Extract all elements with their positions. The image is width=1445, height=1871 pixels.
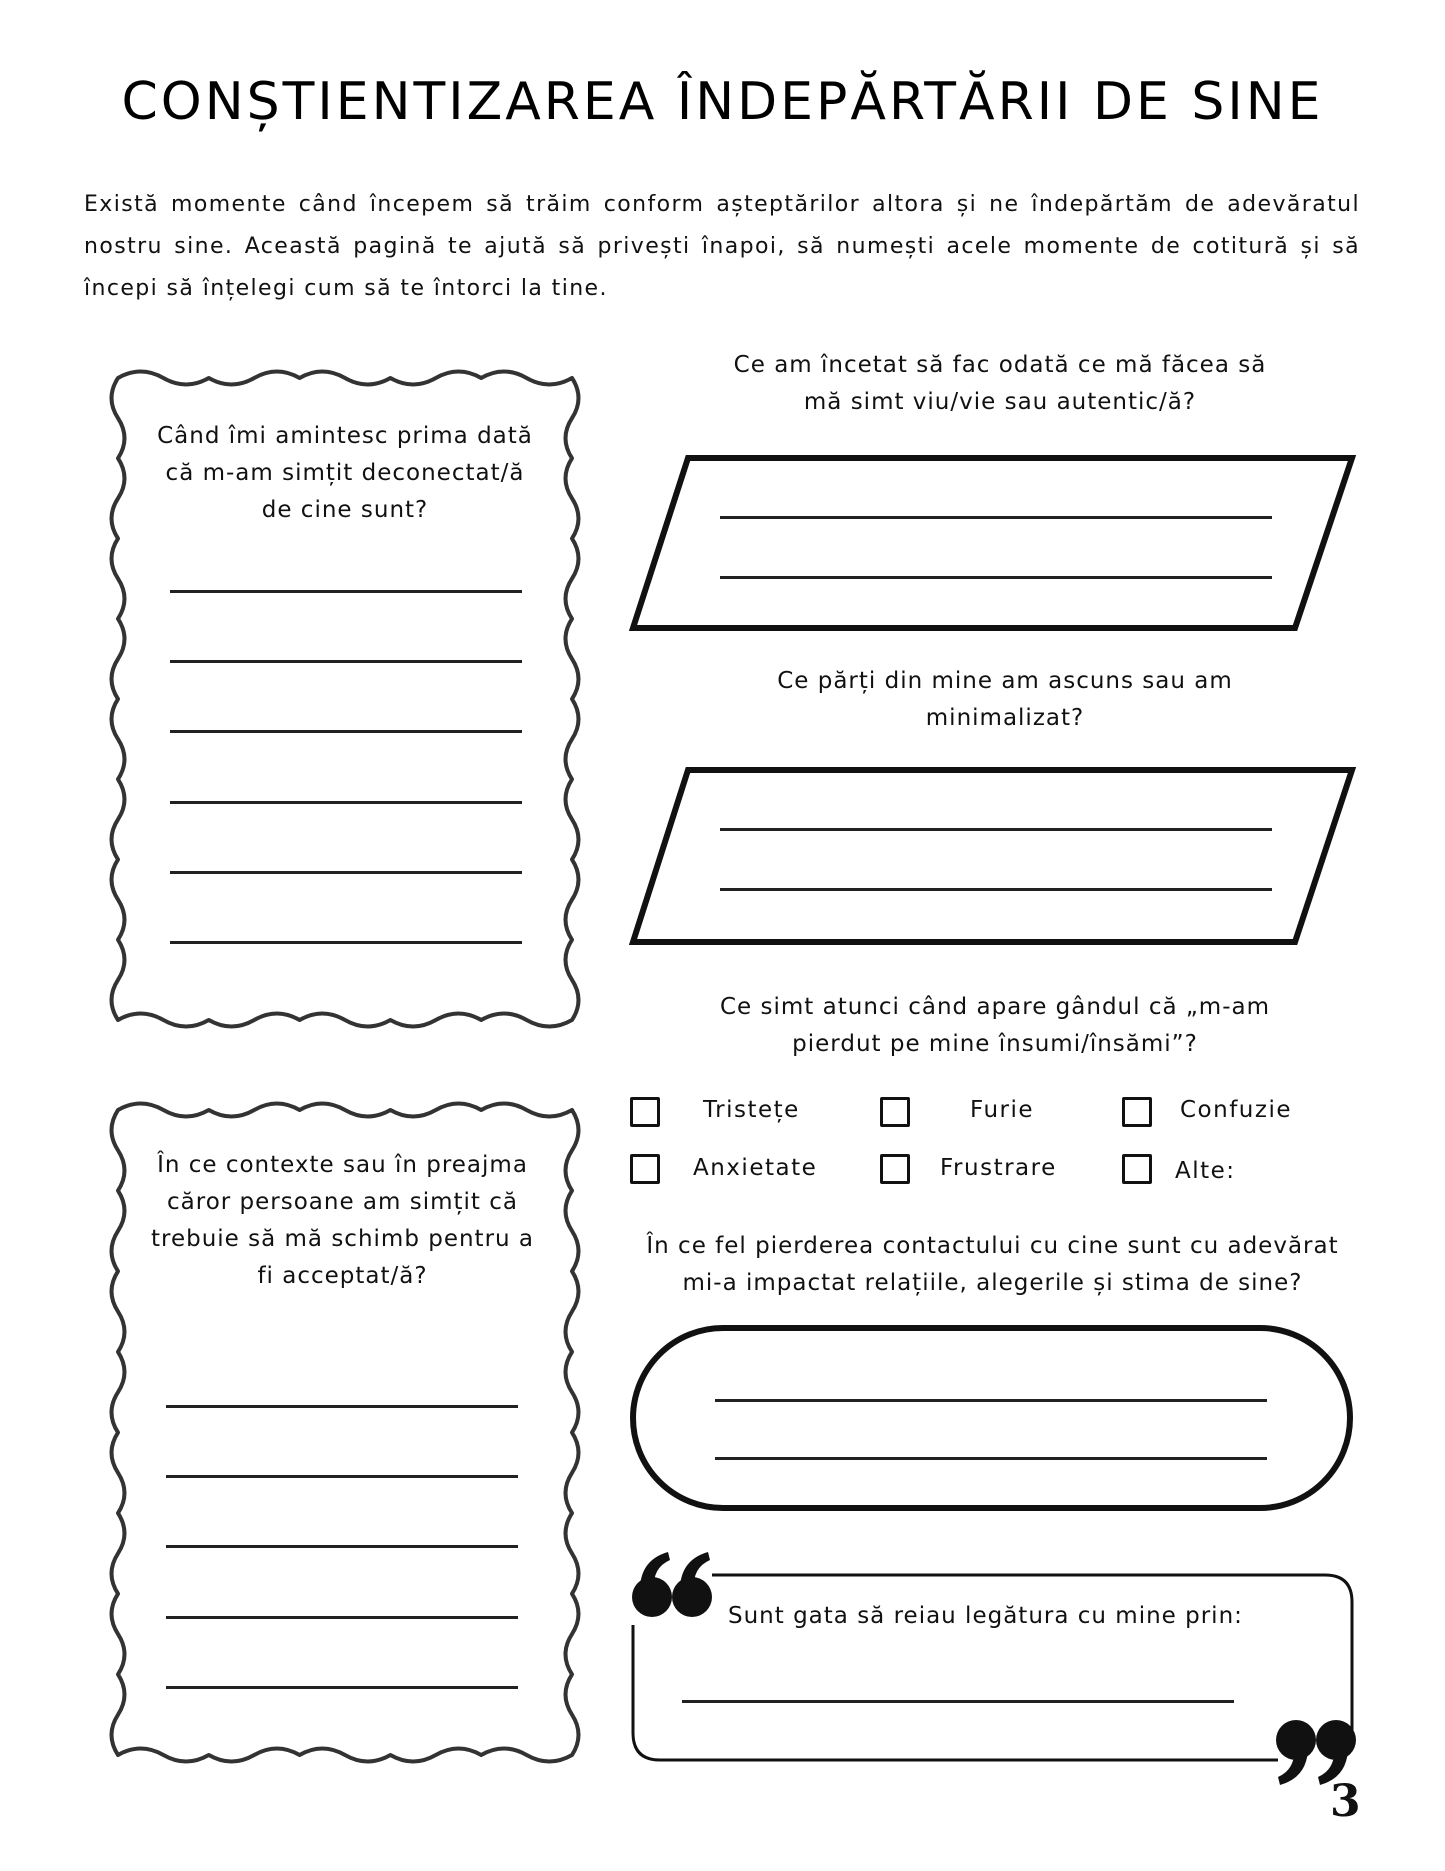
answer-line[interactable] xyxy=(170,801,522,804)
answer-line[interactable] xyxy=(720,516,1272,519)
answer-line[interactable] xyxy=(166,1545,518,1548)
pill-box xyxy=(633,1328,1350,1508)
answer-line[interactable] xyxy=(682,1700,1234,1703)
open-quote-icon xyxy=(632,1552,712,1617)
answer-line[interactable] xyxy=(715,1457,1267,1460)
checkbox-label-tristete: Tristețe xyxy=(703,1097,800,1123)
answer-line[interactable] xyxy=(166,1405,518,1408)
checkbox-confuzie[interactable] xyxy=(1122,1097,1152,1127)
question-change-to-be-accepted: În ce contexte sau în preajma căror persoane am simțit că trebuie să mă schimb pentru a fi acceptat/ă? xyxy=(150,1152,535,1289)
answer-line[interactable] xyxy=(720,576,1272,579)
parallelogram-box-2 xyxy=(633,770,1352,942)
checkbox-label-frustrare: Frustrare xyxy=(940,1155,1057,1181)
reconnect-prompt: Sunt gata să reiau legătura cu mine prin: xyxy=(728,1603,1243,1629)
checkbox-label-alte: Alte: xyxy=(1175,1158,1236,1184)
answer-line[interactable] xyxy=(170,871,522,874)
answer-line[interactable] xyxy=(170,730,522,733)
question-impact: În ce fel pierderea contactului cu cine sunt cu adevărat mi-a impactat relațiile, alegerile și stima de sine? xyxy=(646,1233,1339,1296)
checkbox-furie[interactable] xyxy=(880,1097,910,1127)
checkbox-label-confuzie: Confuzie xyxy=(1180,1097,1292,1123)
checkbox-frustrare[interactable] xyxy=(880,1154,910,1184)
answer-line[interactable] xyxy=(166,1475,518,1478)
checkbox-label-anxietate: Anxietate xyxy=(693,1155,818,1181)
page-title: CONȘTIENTIZAREA ÎNDEPĂRTĂRII DE SINE xyxy=(121,72,1324,132)
page-number: 3 xyxy=(1330,1776,1361,1827)
answer-line[interactable] xyxy=(170,941,522,944)
answer-line[interactable] xyxy=(166,1616,518,1619)
checkbox-tristete[interactable] xyxy=(630,1097,660,1127)
parallelogram-box-1 xyxy=(633,458,1352,628)
answer-line[interactable] xyxy=(720,828,1272,831)
question-first-disconnect: Când îmi amintesc prima dată că m-am simțit deconectat/ă de cine sunt? xyxy=(157,423,533,523)
answer-line[interactable] xyxy=(170,660,522,663)
answer-line[interactable] xyxy=(166,1686,518,1689)
answer-line[interactable] xyxy=(715,1399,1267,1402)
checkbox-alte[interactable] xyxy=(1122,1154,1152,1184)
question-hidden-parts: Ce părți din mine am ascuns sau am minimalizat? xyxy=(777,668,1233,731)
intro-paragraph: Există momente când începem să trăim conform așteptărilor altora și ne îndepărtăm de adevăratul nostru sine. Această pagină te ajută să privești înapoi, să numești acele momente de cotitură și să începi să înțelegi cum să te întorci la tine. xyxy=(84,192,1360,301)
answer-line[interactable] xyxy=(720,888,1272,891)
question-stopped-doing: Ce am încetat să fac odată ce mă făcea să mă simt viu/vie sau autentic/ă? xyxy=(733,352,1267,415)
checkbox-label-furie: Furie xyxy=(970,1097,1035,1123)
answer-line[interactable] xyxy=(170,590,522,593)
checkbox-anxietate[interactable] xyxy=(630,1154,660,1184)
question-lost-myself-feeling: Ce simt atunci când apare gândul că „m-am pierdut pe mine însumi/însămi”? xyxy=(720,994,1270,1057)
